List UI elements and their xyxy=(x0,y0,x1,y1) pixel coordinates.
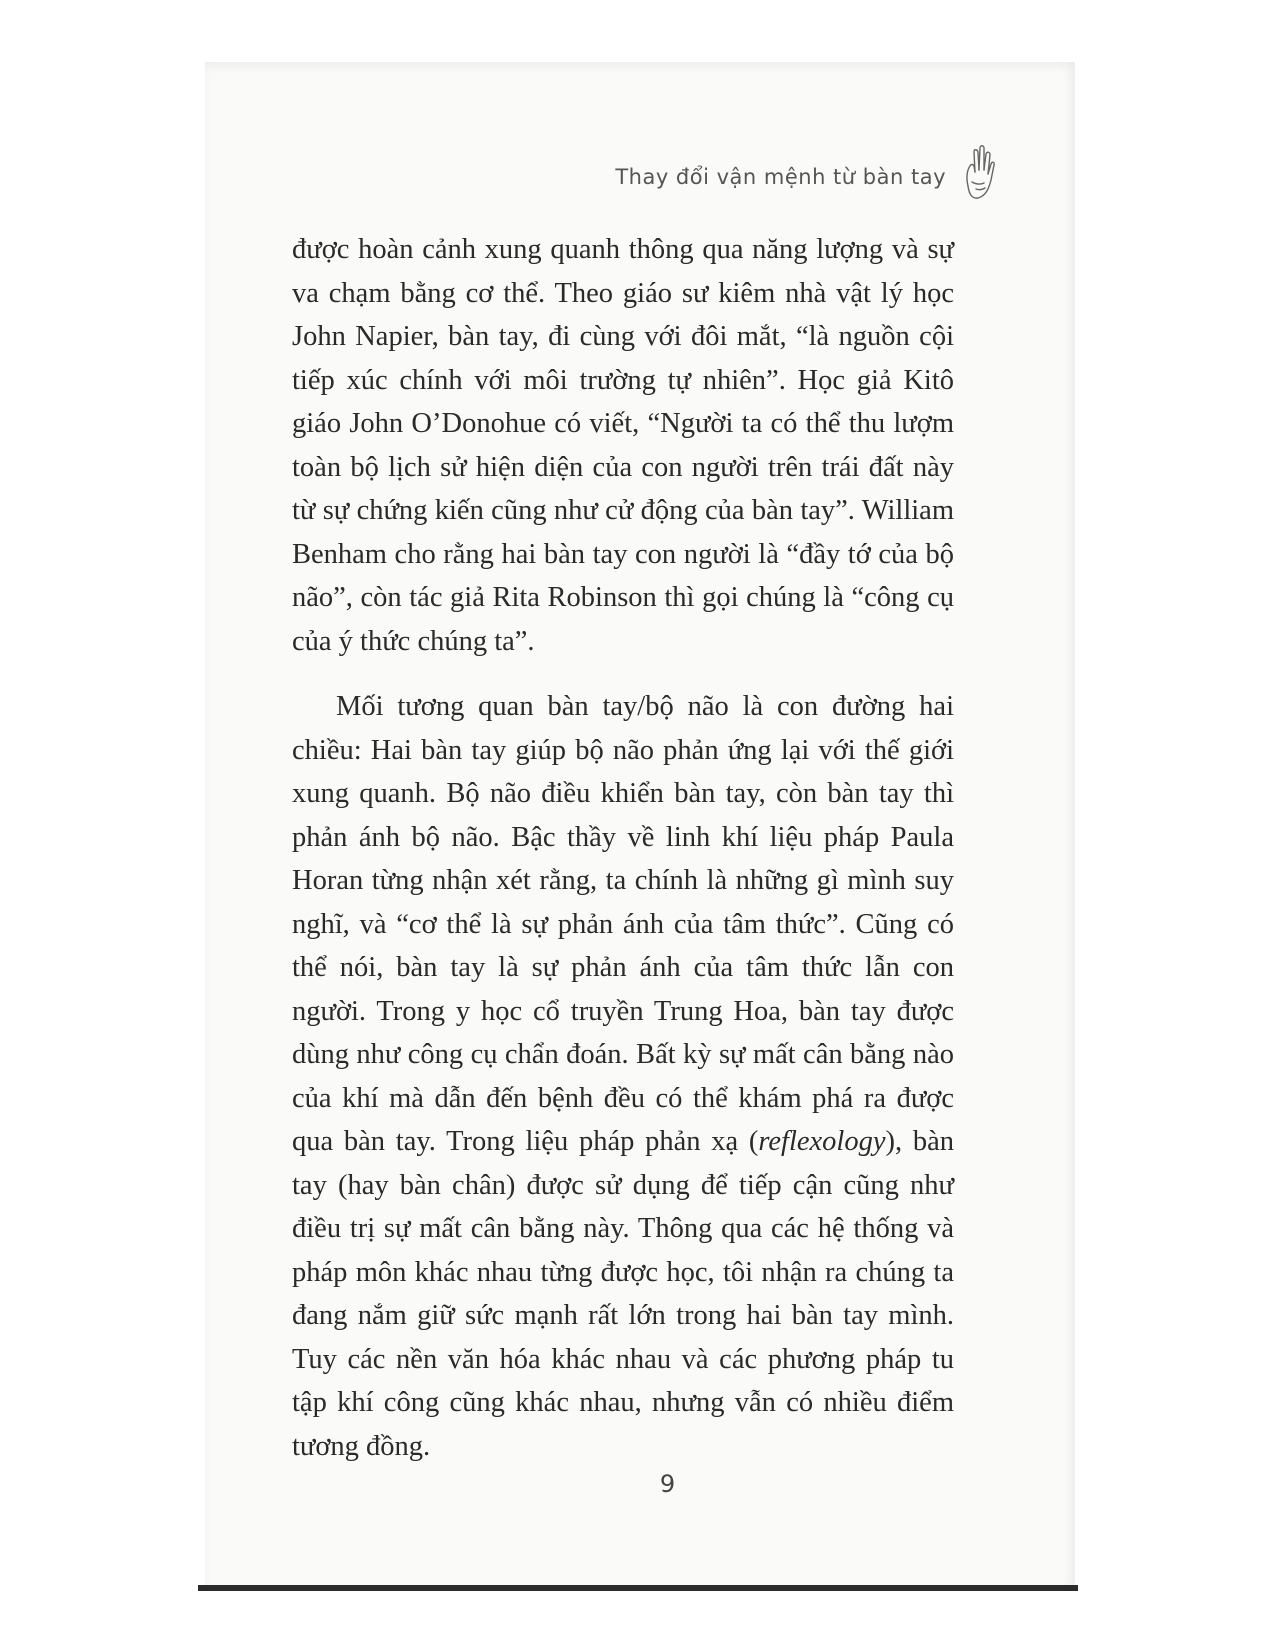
hand-sketch-icon xyxy=(958,142,1000,212)
running-header-title: Thay đổi vận mệnh từ bàn tay xyxy=(615,165,946,189)
paragraph-2 xyxy=(292,685,954,1468)
paragraph-2-text-end: ), bàn tay (hay bàn chân) được sử dụng để tiếp cận cũng như điều trị sự mất cân bằng này. Thông qua các hệ thống và pháp môn khác nhau từng được học, tôi nhận ra chúng ta đang nắm giữ sức mạnh rất lớn trong hai bàn tay mình. Tuy các nền văn hóa khác nhau và các phương pháp tu tập khí công cũng khác nhau, nhưng vẫn có nhiều điểm tương đồng. xyxy=(292,1126,955,1462)
paragraph-1: được hoàn cảnh xung quanh thông qua năng lượng và sự va chạm bằng cơ thể. Theo giáo sư kiêm nhà vật lý học John Napier, bàn tay, đi cùng với đôi mắt, “là nguồn cội tiếp xúc chính với môi trường tự nhiên”. Học giả Kitô giáo John O’Donohue có viết, “Người ta có thể thu lượm toàn bộ lịch sử hiện diện của con người trên trái đất này từ sự chứng kiến cũng như cử động của bàn tay”. William Benham cho rằng hai bàn tay con người là “đầy tớ của bộ não”, còn tác giả Rita Robinson thì gọi chúng là “công cụ của ý thức chúng ta”. xyxy=(292,234,954,657)
body-text xyxy=(292,228,954,1468)
paragraph-2-italic-term: reflexology xyxy=(758,1126,886,1157)
running-header xyxy=(600,142,1000,212)
page-number: 9 xyxy=(659,1470,676,1498)
page-edge-shadow xyxy=(198,1585,1078,1591)
paragraph-2-text-start: Mối tương quan bàn tay/bộ não là con đường hai chiều: Hai bàn tay giúp bộ não phản ứng lại với thế giới xung quanh. Bộ não điều khiển bàn tay, còn bàn tay thì phản ánh bộ não. Bậc thầy về linh khí liệu pháp Paula Horan từng nhận xét rằng, ta chính là những gì mình suy nghĩ, và “cơ thể là sự phản ánh của tâm thức”. Cũng có thể nói, bàn tay là sự phản ánh của tâm thức lẫn con người. Trong y học cổ truyền Trung Hoa, bàn tay được dùng như công cụ chẩn đoán. Bất kỳ sự mất cân bằng nào của khí mà dẫn đến bệnh đều có thể khám phá ra được qua bàn tay. Trong liệu pháp phản xạ ( xyxy=(292,691,954,1157)
